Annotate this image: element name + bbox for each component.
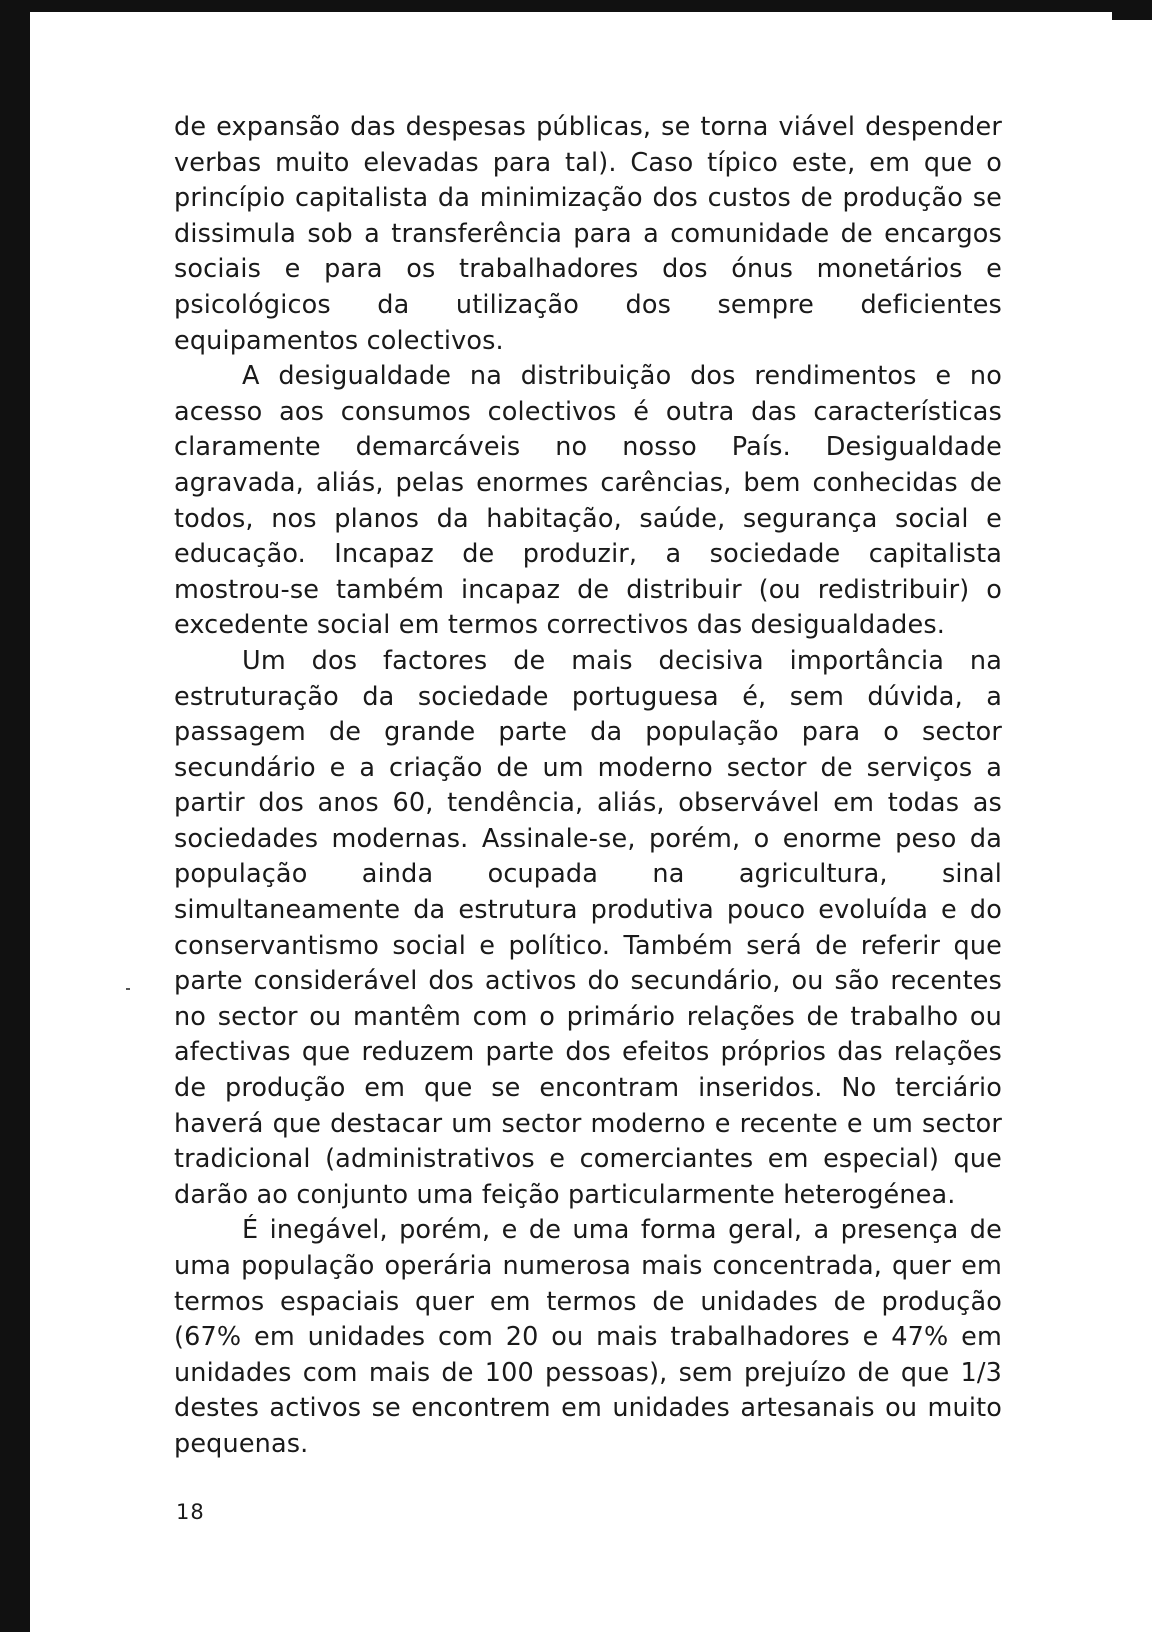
paragraph: É inegável, porém, e de uma forma geral, a presença de uma população operária numerosa mais concentrada, quer em termos espaciais quer em termos de unidades de produção (67% em unidades com 20 ou mais trabalhadores e 47% em unidades com mais de 100 pessoas), sem prejuízo de que 1/3 destes activos se encontrem em unidades artesanais ou muito pequenas.	[174, 1215, 1002, 1459]
paragraph: A desigualdade na distribuição dos rendimentos e no acesso aos consumos colectivos é outra das características claramente demarcáveis no nosso País. Desigualdade agravada, aliás, pelas enormes carências, bem conhecidas de todos, nos planos da habitação, saúde, segurança social e educação. Incapaz de produzir, a sociedade capitalista mostrou-se também incapaz de distribuir (ou redistribuir) o excedente social em termos correctivos das desigualdades.	[174, 361, 1002, 641]
stray-mark	[126, 988, 130, 990]
page-body	[174, 110, 1002, 1463]
page-number: 18	[176, 1500, 205, 1524]
paragraph: Um dos factores de mais decisiva importância na estruturação da sociedade portuguesa é, sem dúvida, a passagem de grande parte da população para o sector secundário e a criação de um moderno sector de serviços a partir dos anos 60, tendência, aliás, observável em todas as sociedades modernas. Assinale-se, porém, o enorme peso da população ainda ocupada na agricultura, sinal simultaneamente da estrutura produtiva pouco evoluída e do conservantismo social e político. Também será de referir que parte considerável dos activos do secundário, ou são recentes no sector ou mantêm com o primário relações de trabalho ou afectivas que reduzem parte dos efeitos próprios das relações de produção em que se encontram inseridos. No terciário haverá que destacar um sector moderno e recente e um sector tradicional (administrativos e comerciantes em especial) que darão ao conjunto uma feição particularmente heterogénea.	[174, 645, 1002, 1210]
scan-border-corner	[1112, 0, 1152, 20]
paragraph-continued: de expansão das despesas públicas, se torna viável despender verbas muito elevadas para tal). Caso típico este, em que o princípio capitalista da minimização dos custos de produção se dissimula sob a transferência para a comunidade de encargos sociais e para os trabalhadores dos ónus monetários e psicológicos da utilização dos sempre deficientes equipamentos colectivos.	[174, 112, 1002, 356]
scan-border-left	[0, 0, 30, 1632]
scan-border-top	[0, 0, 1152, 12]
